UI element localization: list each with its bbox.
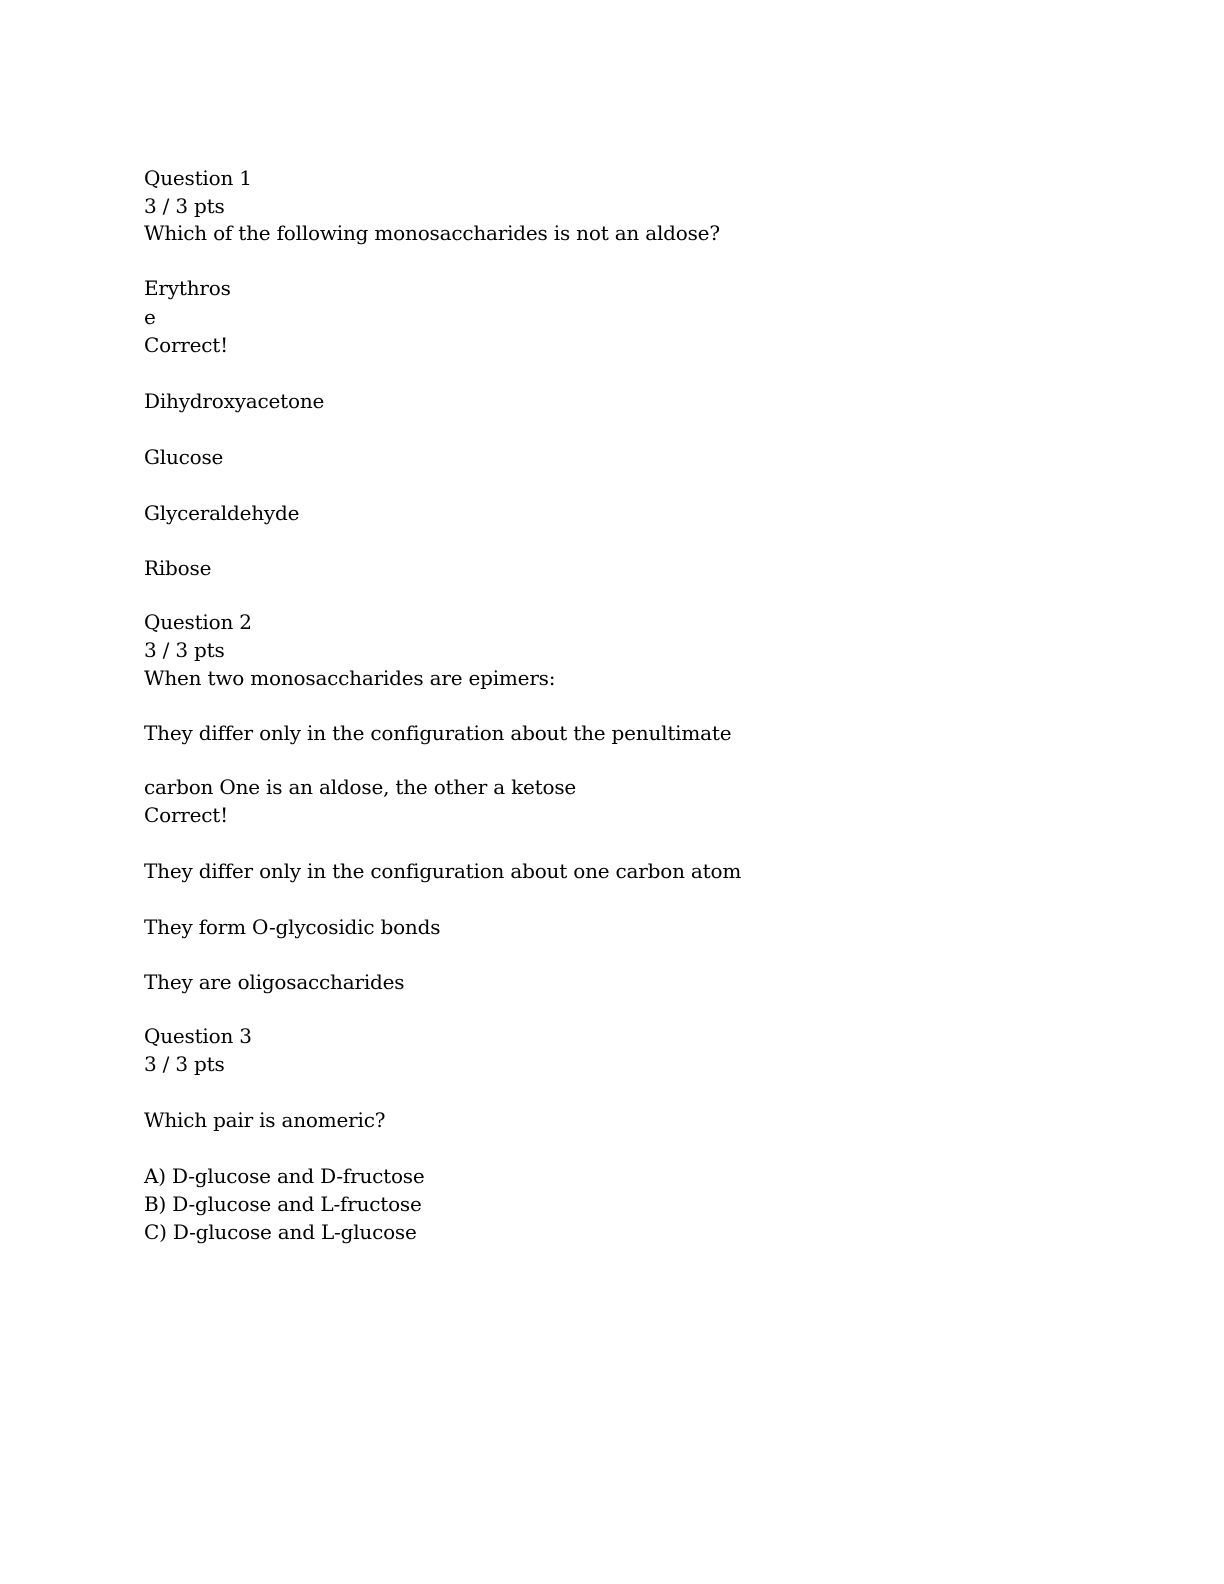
question-1-correct-label: Correct! <box>144 333 228 357</box>
question-3-points: 3 / 3 pts <box>144 1052 225 1076</box>
question-2-option-4: They form O-glycosidic bonds <box>144 915 441 939</box>
question-3-prompt: Which pair is anomeric? <box>144 1108 386 1132</box>
question-1-points: 3 / 3 pts <box>144 194 225 218</box>
question-1-option-glyceraldehyde: Glyceraldehyde <box>144 501 300 525</box>
question-3-option-a: A) D-glucose and D-fructose <box>144 1164 425 1188</box>
question-3-option-c: C) D-glucose and L-glucose <box>144 1220 417 1244</box>
question-1-option-erythrose-part2: e <box>144 305 156 329</box>
question-2-prompt: When two monosaccharides are epimers: <box>144 666 556 690</box>
question-2-option-3: They differ only in the configuration about one carbon atom <box>144 859 742 883</box>
question-1-option-glucose: Glucose <box>144 445 224 469</box>
question-2-points: 3 / 3 pts <box>144 638 225 662</box>
question-1-title: Question 1 <box>144 166 252 190</box>
question-1-prompt: Which of the following monosaccharides is not an aldose? <box>144 221 720 245</box>
question-1-option-dihydroxyacetone: Dihydroxyacetone <box>144 389 325 413</box>
question-2-option-1-line1: They differ only in the configuration about the penultimate <box>144 721 732 745</box>
question-1-option-erythrose-part1: Erythros <box>144 276 231 300</box>
question-2-title: Question 2 <box>144 610 252 634</box>
question-2-option-1-line2: carbon One is an aldose, the other a ketose <box>144 775 577 799</box>
question-1-option-ribose: Ribose <box>144 556 212 580</box>
question-2-option-5: They are oligosaccharides <box>144 970 405 994</box>
question-3-option-b: B) D-glucose and L-fructose <box>144 1192 422 1216</box>
question-2-correct-label: Correct! <box>144 803 228 827</box>
question-3-title: Question 3 <box>144 1024 252 1048</box>
